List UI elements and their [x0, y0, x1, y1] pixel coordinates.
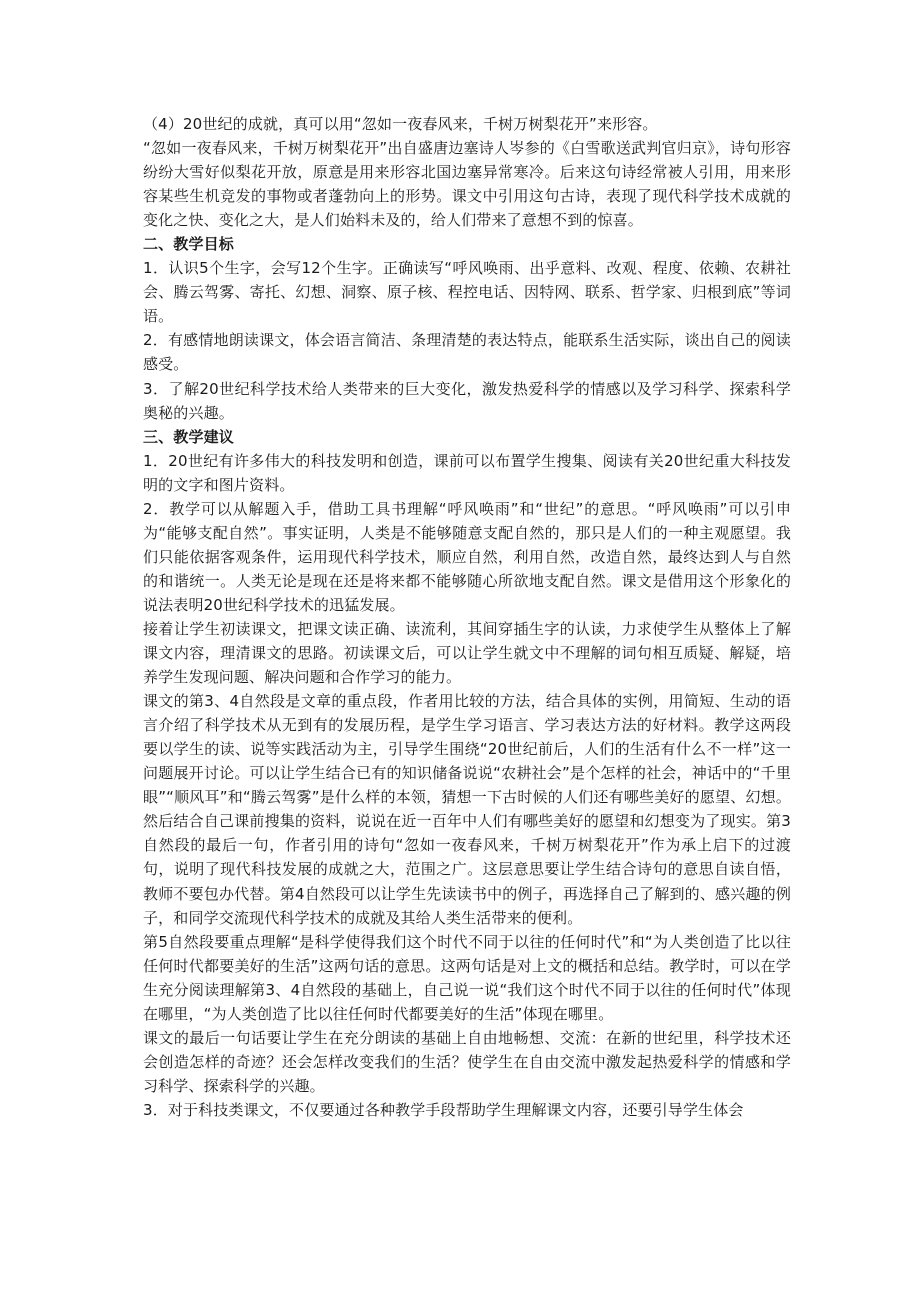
paragraph-first-reading: 接着让学生初读课文，把课文读正确、读流利，其间穿插生字的认读，力求使学生从整体上了解课文内容，理清课文的思路。初读课文后，可以让学生就文中不理解的词句相互质疑、解疑，培养学生发现问题、解决问题和合作学习的能力。: [143, 619, 791, 687]
paragraph-suggestion-2: 2．教学可以从解题入手，借助工具书理解“呼风唤雨”和“世纪”的意思。“呼风唤雨”可以引申为“能够支配自然”。事实证明，人类是不能够随意支配自然的，那只是人们的一种主观愿望。我们只能依据客观条件，运用现代科学技术，顺应自然，利用自然，改造自然，最终达到人与自然的和谐统一。人类无论是现在还是将来都不能够随心所欲地支配自然。课文是借用这个形象化的说法表明20世纪科学技术的迅猛发展。: [143, 499, 791, 614]
paragraph-key-sections: 课文的第3、4自然段是文章的重点段，作者用比较的方法，结合具体的实例，用简短、生动的语言介绍了科学技术从无到有的发展历程，是学生学习语言、学习表达方法的好材料。教学这两段要以学生的读、说等实践活动为主，引导学生围绕“20世纪前后，人们的生活有什么不一样”这一问题展开讨论。可以让学生结合已有的知识储备说说“农耕社会”是个怎样的社会，神话中的“千里眼”“顺风耳”和“腾云驾雾”是什么样的本领，猜想一下古时候的人们还有哪些美好的愿望、幻想。然后结合自己课前搜集的资料，说说在近一百年中人们有哪些美好的愿望和幻想变为了现实。第3自然段的最后一句，作者引用的诗句“忽如一夜春风来，千树万树梨花开”作为承上启下的过渡句，说明了现代科技发展的成就之大，范围之广。这层意思要让学生结合诗句的意思自读自悟，教师不要包办代替。第4自然段可以让学生先读读书中的例子，再选择自己了解到的、感兴趣的例子，和同学交流现代科学技术的成就及其给人类生活带来的便利。: [143, 692, 791, 927]
paragraph-goal-1: 1．认识5个生字，会写12个生字。正确读写“呼风唤雨、出乎意料、改观、程度、依赖、农耕社会、腾云驾雾、寄托、幻想、洞察、原子核、程控电话、因特网、联系、哲学家、归根到底”等词语。: [143, 259, 791, 326]
paragraph-goal-3: 3．了解20世纪科学技术给人类带来的巨大变化，激发热爱科学的情感以及学习科学、探索科学奥秘的兴趣。: [143, 379, 791, 422]
paragraph-suggestion-1: 1．20世纪有许多伟大的科技发明和创造，课前可以布置学生搜集、阅读有关20世纪重大科技发明的文字和图片资料。: [143, 451, 791, 494]
section-heading-teaching-suggestions: 三、教学建议: [143, 427, 234, 446]
paragraph-poem-explanation: “忽如一夜春风来，千树万树梨花开”出自盛唐边塞诗人岑参的《白雪歌送武判官归京》，诗句形容纷纷大雪好似梨花开放，原意是用来形容北国边塞异常寒冷。后来这句诗经常被人引用，用来形容某些生机竞发的事物或者蓬勃向上的形势。课文中引用这句古诗，表现了现代科学技术成就的变化之快、变化之大，是人们始料未及的，给人们带来了意想不到的惊喜。: [143, 139, 791, 230]
section-heading-teaching-goals: 二、教学目标: [143, 235, 234, 254]
paragraph-achievement-intro: （4）20世纪的成就，真可以用“忽如一夜春风来，千树万树梨花开”来形容。: [143, 115, 658, 133]
paragraph-goal-2: 2．有感情地朗读课文，体会语言简洁、条理清楚的表达特点，能联系生活实际，谈出自己的阅读感受。: [143, 331, 791, 374]
paragraph-section-5: 第5自然段要重点理解“是科学使得我们这个时代不同于以往的任何时代”和“为人类创造了比以往任何时代都要美好的生活”这两句话的意思。这两句话是对上文的概括和总结。教学时，可以在学生充分阅读理解第3、4自然段的基础上，自己说一说“我们这个时代不同于以往的任何时代”体现在哪里，“为人类创造了比以往任何时代都要美好的生活”体现在哪里。: [143, 932, 791, 1023]
paragraph-suggestion-3: 3．对于科技类课文，不仅要通过各种教学手段帮助学生理解课文内容，还要引导学生体会: [143, 1100, 744, 1119]
document-body: [143, 112, 791, 1122]
paragraph-last-sentence: 课文的最后一句话要让学生在充分朗读的基础上自由地畅想、交流：在新的世纪里，科学技术还会创造怎样的奇迹？还会怎样改变我们的生活？使学生在自由交流中激发起热爱科学的情感和学习科学、探索科学的兴趣。: [143, 1028, 791, 1095]
